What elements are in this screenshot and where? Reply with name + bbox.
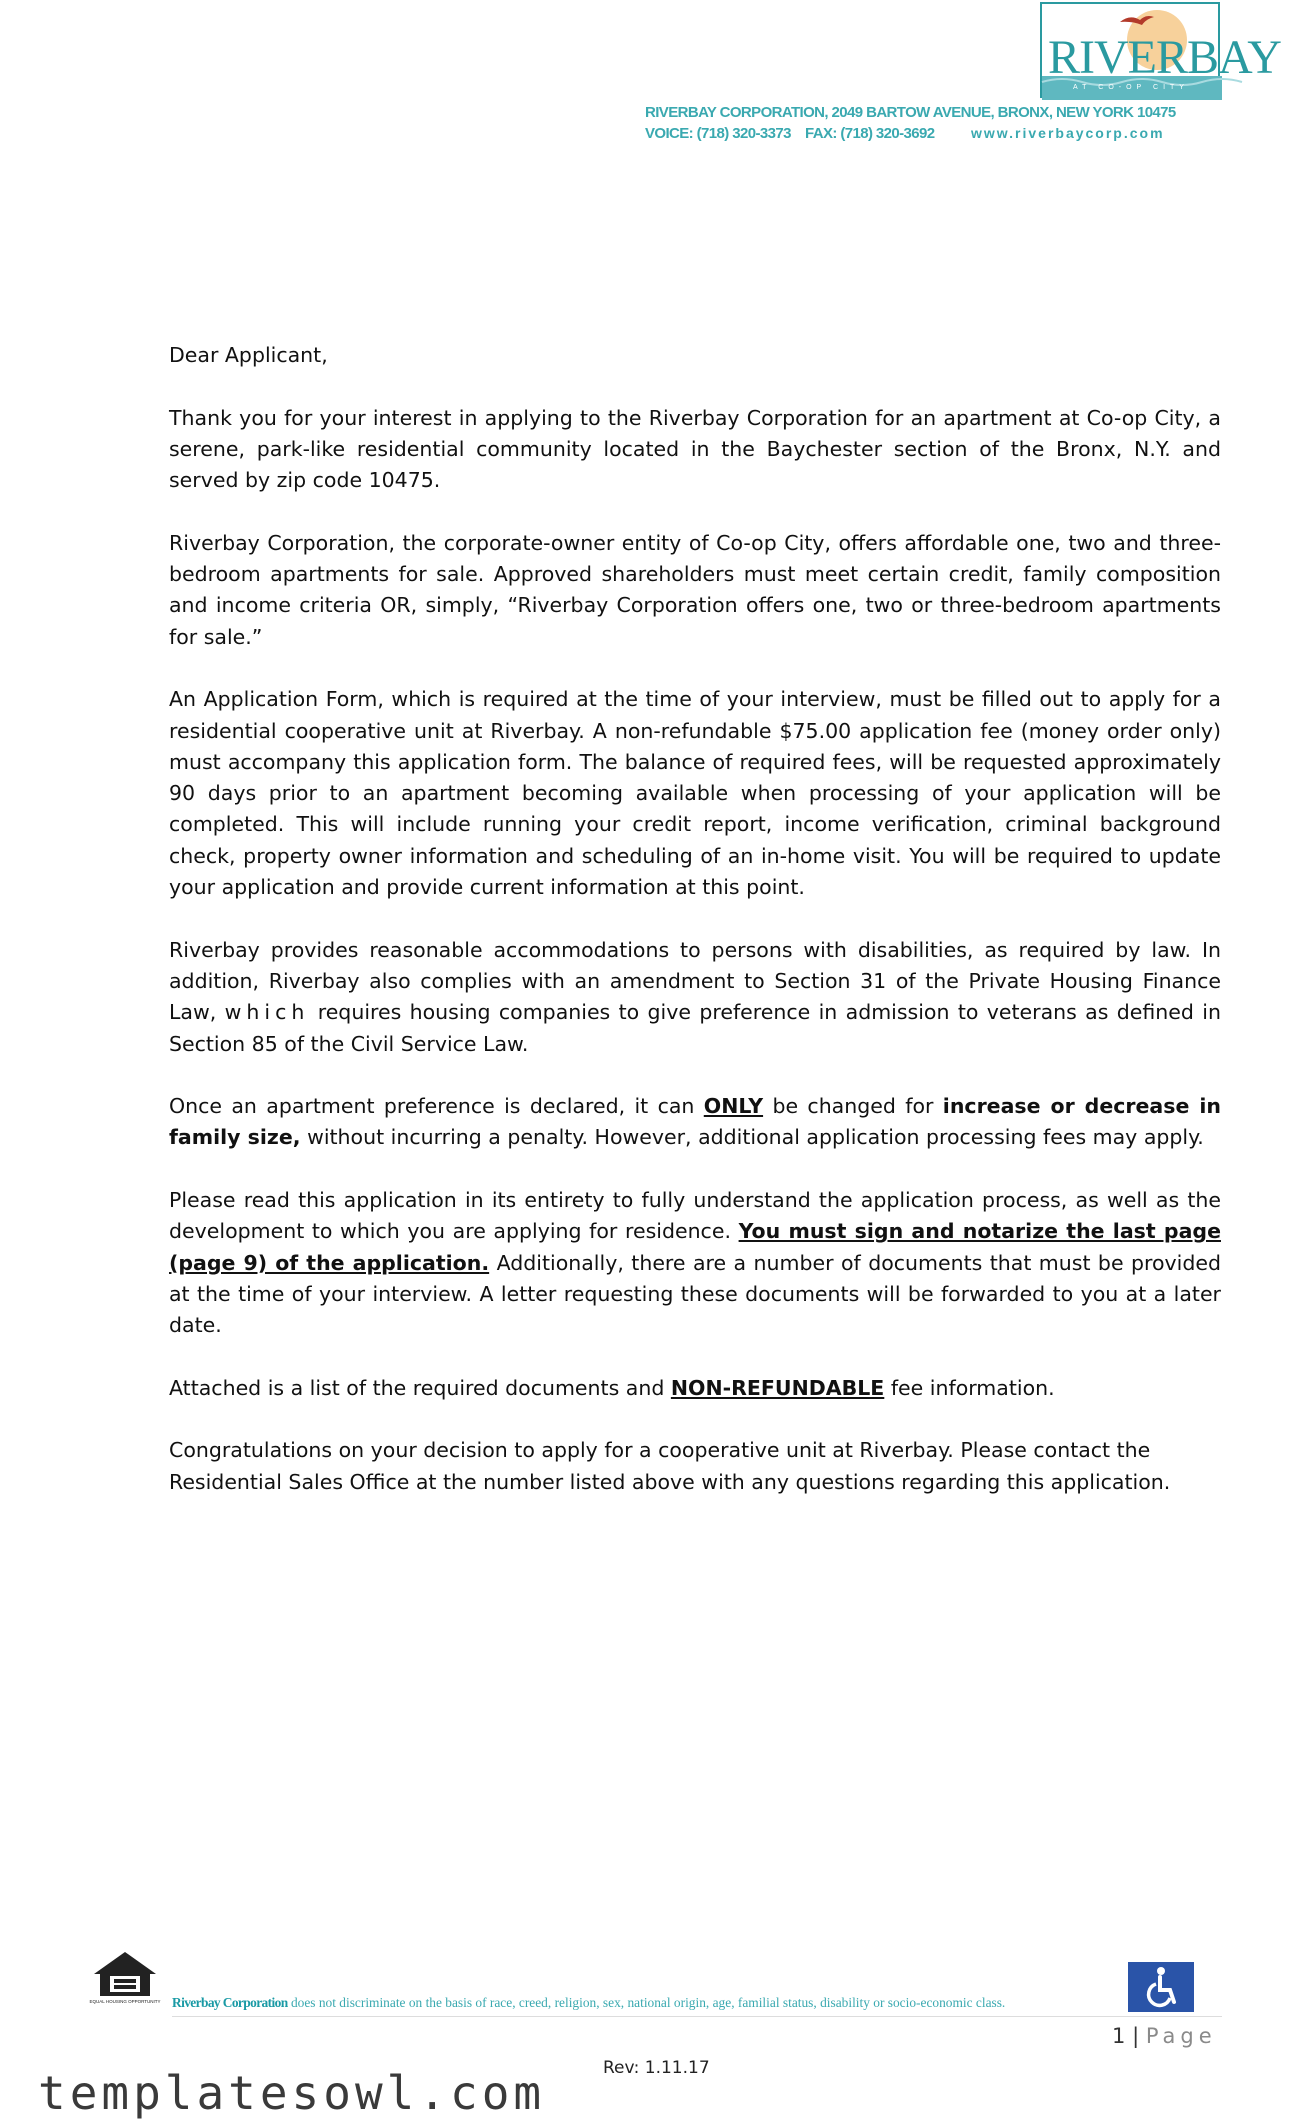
preference-family-size: increase or decrease in family size, (169, 1094, 1221, 1150)
page-separator: | (1132, 2024, 1140, 2048)
voice-number: VOICE: (718) 320-3373 (645, 125, 791, 142)
fax-number: FAX: (718) 320-3692 (805, 125, 935, 142)
salutation: Dear Applicant, (169, 343, 328, 367)
revision-label: Rev: 1.11.17 (603, 2058, 710, 2078)
paragraph-accommodations (169, 935, 1221, 1060)
wheelchair-accessible-icon (1128, 1962, 1194, 2012)
footer-statement: does not discriminate on the basis of race, creed, religion, sex, national origin, age, familial status, disability or socio-economic class. (290, 1995, 1006, 2010)
letterhead-address (645, 103, 1205, 144)
paragraph-attached (169, 1373, 1221, 1404)
paragraph-preference (169, 1091, 1221, 1154)
website-link[interactable]: www.riverbaycorp.com (971, 125, 1165, 141)
logo-wordmark: RIVERBAY (1048, 31, 1281, 84)
page-word: Page (1145, 2024, 1217, 2048)
preference-text-1: Once an apartment preference is declared, it can (169, 1094, 695, 1119)
riverbay-logo (1040, 2, 1281, 98)
accommodations-text-1: Riverbay provides reasonable accommodations to persons with disabilities, as required by law. In addition, Riverbay also complies with an amendment to Section 31 of the Private Housing Finance Law, (169, 937, 1221, 1025)
paragraph-offer: Riverbay Corporation, the corporate-owner entity of Co-op City, offers affordable one, two and three-bedroom apartments for sale. Approved shareholders must meet certain credit, family composition and income criteria OR, simply, “Riverbay Corporation offers one, two or three-bedroom apartments for sale.” (169, 530, 1221, 649)
contact-line (645, 123, 1205, 144)
watermark: templatesowl.com (38, 2066, 546, 2120)
nondiscrimination-statement (172, 1995, 1117, 2011)
eho-label: EQUAL HOUSING OPPORTUNITY (89, 1999, 161, 2004)
attached-text-1: Attached is a list of the required documents and (169, 1375, 665, 1400)
read-text-1: Please read this application in its entirety to fully understand the application process, as well as the development to which you are applying for residence. (169, 1188, 1221, 1244)
page-number (1112, 2024, 1217, 2048)
paragraph-intro: Thank you for your interest in applying to the Riverbay Corporation for an apartment at Co-op City, a serene, park-like residential community located in the Baychester section of the Bronx, N.Y. and served by zip code 10475. (169, 405, 1221, 493)
logo-subtext: AT CO-OP CITY (1073, 84, 1189, 91)
paragraph-application-form: An Application Form, which is required at the time of your interview, must be filled out to apply for a residential cooperative unit at Riverbay. A non-refundable $75.00 application fee (money order only) must accompany this application form. The balance of required fees, will be requested approximately 90 days prior to an apartment becoming available when processing of your application will be completed. This will include running your credit report, income verification, criminal background check, property owner information and scheduling of an in-home visit. You will be required to update your application and provide current information at this point. (169, 687, 1221, 900)
page-number-value: 1 (1112, 2024, 1126, 2048)
non-refundable-label: NON-REFUNDABLE (670, 1375, 885, 1400)
sign-notarize-instruction: You must sign and notarize the last page (page 9) of the application. (169, 1219, 1221, 1275)
attached-text-2: fee information. (890, 1375, 1055, 1400)
preference-text-3: without incurring a penalty. However, additional application processing fees may apply. (307, 1125, 1204, 1150)
preference-only: ONLY (703, 1094, 764, 1119)
footer-corp-name: Riverbay Corporation (172, 1995, 288, 2010)
paragraph-congratulations: Congratulations on your decision to apply for a cooperative unit at Riverbay. Please contact the Residential Sales Office at the number listed above with any questions regarding this application. (169, 1438, 1171, 1494)
preference-text-2: be changed for (772, 1094, 934, 1119)
address-line: RIVERBAY CORPORATION, 2049 BARTOW AVENUE, BRONX, NEW YORK 10475 (645, 104, 1176, 121)
footer-divider (172, 2016, 1222, 2017)
read-text-2: Additionally, there are a number of documents that must be provided at the time of your interview. A letter requesting these documents will be forwarded to you at a later date. (169, 1250, 1221, 1338)
accommodations-text-2: requires housing companies to give preference in admission to veterans as defined in Section 85 of the Civil Service Law. (169, 1000, 1221, 1056)
accommodations-which: which (224, 1000, 310, 1025)
equal-housing-graphic (89, 1950, 161, 2010)
letter-body (169, 340, 1221, 1529)
paragraph-read-application (169, 1185, 1221, 1341)
equal-housing-icon (89, 1950, 161, 2010)
